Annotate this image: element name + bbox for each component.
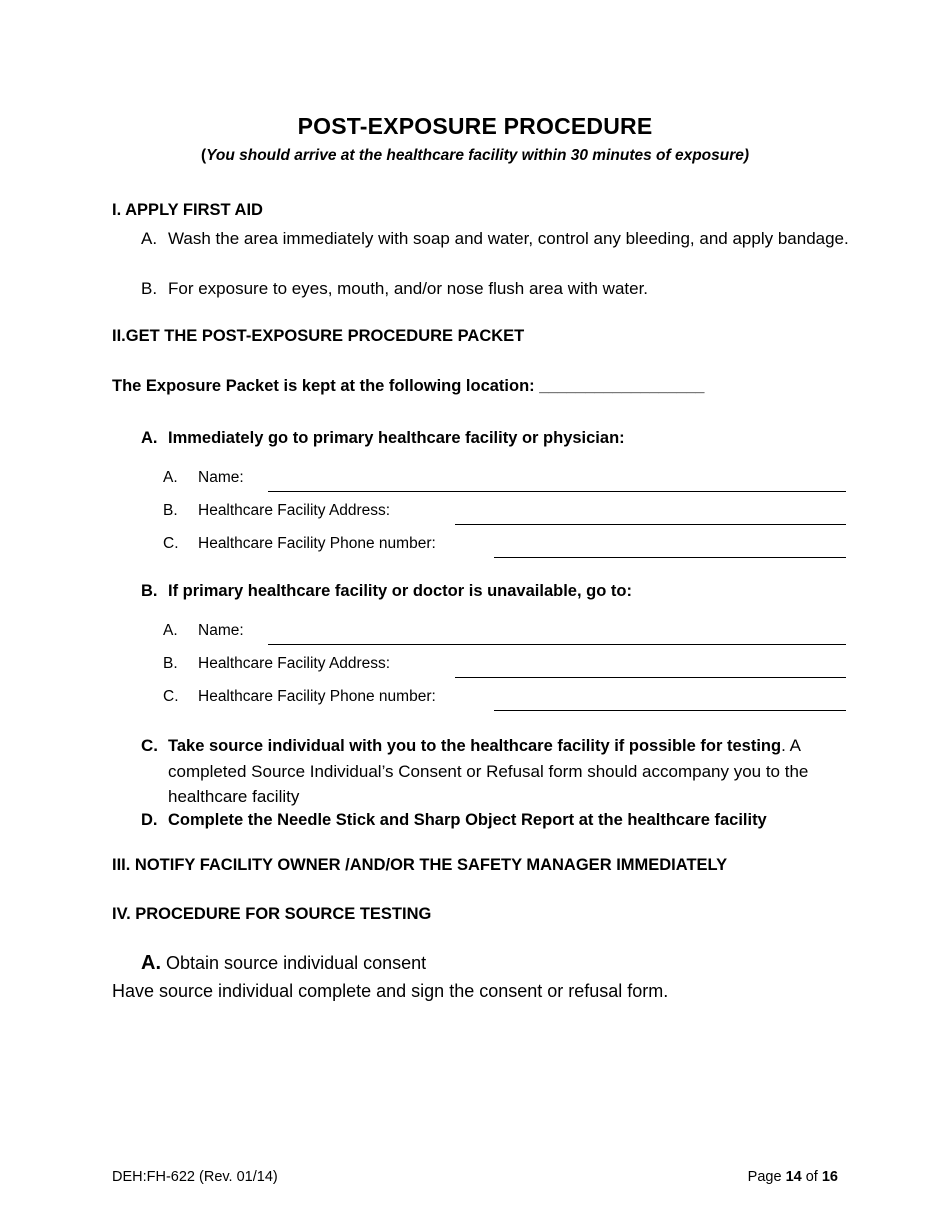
page-total: 16 <box>821 1169 838 1185</box>
page-title: POST-EXPOSURE PROCEDURE <box>297 113 653 139</box>
page-current: 14 <box>785 1169 802 1185</box>
page-word: Page <box>747 1169 782 1185</box>
section-1-item-a <box>141 226 849 251</box>
item-period: . <box>781 736 786 755</box>
field-label: A. <box>163 469 178 486</box>
section-4-note: Have source individual complete and sign the consent or refusal form. <box>112 981 669 1001</box>
section-2-item-b <box>141 579 632 604</box>
field-label: A. <box>163 622 178 639</box>
primary-address-input-line[interactable] <box>455 524 846 525</box>
item-label: B. <box>141 582 158 600</box>
section-2-item-d <box>141 808 767 833</box>
item-text: A completed Source Individual’s Consent or Refusal form should accompany you to the healthcare facility <box>168 736 809 806</box>
section-2-item-a <box>141 426 625 451</box>
item-label: A. <box>141 429 158 447</box>
subtitle-open-paren: ( <box>200 147 207 164</box>
section-4-item-a <box>141 952 426 975</box>
item-text: For exposure to eyes, mouth, and/or nose flush area with water. <box>168 279 649 298</box>
subtitle-text: You should arrive at the healthcare facility within 30 minutes of exposure) <box>206 147 750 164</box>
section-2-item-c <box>141 733 809 806</box>
item-text: Immediately go to primary healthcare facility or physician: <box>168 429 625 447</box>
item-label: C. <box>141 736 158 755</box>
alternate-name-input-line[interactable] <box>268 644 846 645</box>
field-text: Healthcare Facility Address: <box>198 655 391 672</box>
primary-name-input-line[interactable] <box>268 491 846 492</box>
field-label: B. <box>163 502 178 519</box>
item-text: Complete the Needle Stick and Sharp Object Report at the healthcare facility <box>168 811 767 829</box>
item-text: Obtain source individual consent <box>166 953 427 973</box>
item-label: B. <box>141 279 158 298</box>
field-label: C. <box>163 688 179 705</box>
field-label: C. <box>163 535 179 552</box>
item-text: Wash the area immediately with soap and water, control any bleeding, and apply bandage. <box>168 229 849 248</box>
field-text: Name: <box>198 469 244 486</box>
item-text: If primary healthcare facility or doctor is unavailable, go to: <box>168 582 632 600</box>
field-text: Name: <box>198 622 244 639</box>
section-2-heading: II.GET THE POST-EXPOSURE PROCEDURE PACKET <box>112 327 525 345</box>
page-subtitle <box>0 147 950 165</box>
section-3-heading: III. NOTIFY FACILITY OWNER /AND/OR THE SAFETY MANAGER IMMEDIATELY <box>112 856 728 874</box>
item-label: A. <box>141 229 158 248</box>
footer-form-id: DEH:FH-622 (Rev. 01/14) <box>112 1169 278 1185</box>
item-label: A. <box>141 952 161 974</box>
footer-page-number <box>748 1169 838 1185</box>
alternate-phone-input-line[interactable] <box>494 710 846 711</box>
field-text: Healthcare Facility Phone number: <box>198 688 436 705</box>
item-label: D. <box>141 811 158 829</box>
field-label: B. <box>163 655 178 672</box>
item-bold-text: Take source individual with you to the healthcare facility if possible for testing <box>168 737 782 755</box>
primary-phone-input-line[interactable] <box>494 557 846 558</box>
packet-location-line: The Exposure Packet is kept at the following location: __________________ <box>112 377 705 395</box>
section-1-item-b <box>141 276 649 301</box>
field-text: Healthcare Facility Address: <box>198 502 391 519</box>
section-4-heading: IV. PROCEDURE FOR SOURCE TESTING <box>112 905 432 923</box>
section-1-heading: I. APPLY FIRST AID <box>112 201 263 219</box>
item-body <box>168 733 838 809</box>
of-word: of <box>805 1169 818 1185</box>
field-text: Healthcare Facility Phone number: <box>198 535 436 552</box>
alternate-address-input-line[interactable] <box>455 677 846 678</box>
